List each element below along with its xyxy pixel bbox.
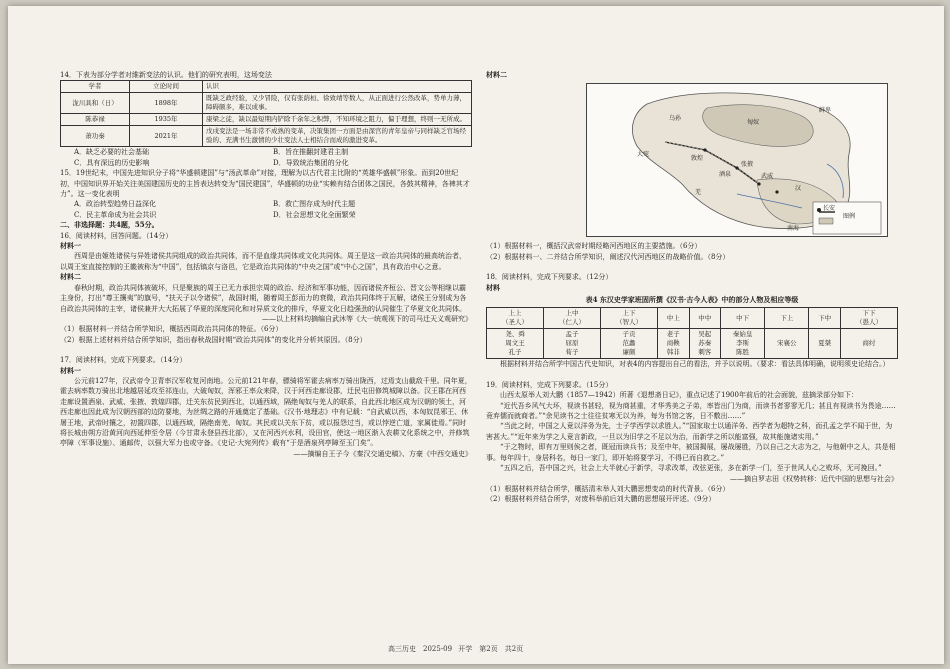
map-label: 酒泉 xyxy=(719,171,732,179)
right-column xyxy=(486,70,898,505)
rank-cell: 吴起 苏秦 刺客 xyxy=(689,329,720,359)
map-label: 鲜卑 xyxy=(819,107,832,115)
map-label: 乌孙 xyxy=(669,115,682,123)
map-label: 长安 xyxy=(823,205,836,213)
q19-stem: 19．阅读材料，完成下列要求。（15分） xyxy=(486,380,613,389)
map-label: 图例 xyxy=(843,213,856,221)
option: C．具有深远的历史影响 xyxy=(74,158,150,167)
q16-material-2: 春秋时期，政治共同体被破坏，只是聚族的周王已无力承担宗周的政治、经济和军事功能，因而诸侯齐桓公、晋文公等相继以霸主身份，打出“尊王攘夷”的旗号，“扶天子以令诸侯”，战国时期，随着周王彭而力的衰微，政治共同体终于瓦解，诸侯王分别成为各自政治共同体的主宰，诸侯兼并大大拓展了华夏的深度同化和对异质文化的排斥，华夏文化日趋强劲的认同催生了华夏文化共同体。 xyxy=(60,283,467,313)
q14-stem: 14．下表为部分学者对維新变法的认识。他们的研究表明，这场变法 xyxy=(60,71,272,79)
q16-ask-1: （1）根据材料一并结合所学知识，概括西周政治共同体的特征。（6分） xyxy=(60,325,283,334)
exam-sheet xyxy=(8,6,944,664)
q19-source: ——摘自罗志田《权势转移：近代中国的思想与社会》 xyxy=(730,474,898,483)
q19-quote: “于之物时，即有万里则俟之者，既冠而读兵书；及至中年，被国揭展，屡战屡胜，乃以自己之大志为之，与他朝中之人，共是相事。每年四十，身居科名，每日一家门，即开始将要学习，不得已而自救之。” xyxy=(486,443,896,462)
q16-ask-2: （2）根据上述材料并结合所学知识，指出春秋战国时期“政治共同体”的变化并分析其原因。（8分） xyxy=(60,335,367,344)
rank-cell: 宋襄公 xyxy=(765,329,809,359)
q15-stem: 15．19世纪末，中国先进知识分子将“华盛顿建国”与“汤武革命”对接，理解为以古代君主比附的“英雄华盛顿”形象。而到20世纪初，中国知识界开始关注美国建国历史的主旨表达转变为“国民建国”，华盛顿的功业“实赖有结合团体之国民，各鼓其精神，各裨其才力”。这一变化表明 xyxy=(60,169,470,199)
q19-quote: “当此之时，中国之人竟以洋务为先，士子学西学以求胜人。”“国家取士以通洋务、西学者为超特之科，而孔孟之学不闻于世，为害甚大。”“近年来为学之人竟言新政，一旦以为旧学之不足以为治，而新学之所以能富强，故其能施诸实用。” xyxy=(486,422,893,441)
option: B．救亡图存成为时代主题 xyxy=(273,200,356,209)
q16-source: ——以上材料均摘编自武沐等《大一统观视下的司马迁天义观研究》 xyxy=(262,314,472,323)
q18-ask: 根据材料并结合所学中国古代史知识，对表4的内容提出自己的看法，并予以说明。（要求：看法具体明确，说明须史论结合。） xyxy=(500,360,890,369)
q14-view: 康梁之徒，缺以最短期内铲除千余年之积弊，不知环境之阻力，偏于理想，终则一无所成。 xyxy=(203,114,472,126)
q14-header: 立论时间 xyxy=(130,81,203,93)
rank-cell: 夏桀 xyxy=(809,329,840,359)
q14-view: 戊戌变法是一场非常不成熟的变革，决策集团一方面是由深宫的青年皇帝与同样缺乏官场经验的、充满书生激情的少壮变法人士相结合而成的激进变革。 xyxy=(203,126,472,147)
q15-options xyxy=(60,199,472,220)
rank-header: 中下 xyxy=(720,308,764,329)
q14-year: 2021年 xyxy=(130,126,203,147)
rank-cell: 子贡 范蠡 廉颇 xyxy=(601,329,658,359)
rank-header: 上中 （仁人） xyxy=(544,308,601,329)
left-column xyxy=(60,70,472,459)
q18-table-title: 表4 东汉史学家班固所撰《汉书·古今人表》中的部分人物及相应等级 xyxy=(585,295,799,305)
q14-scholar: 陈恭禄 xyxy=(61,114,130,126)
option: D．导致统治集团的分化 xyxy=(273,158,349,167)
q16-stem: 16．阅读材料，回答问题。（14分） xyxy=(60,231,173,240)
map-label: 敦煌 xyxy=(691,155,704,163)
map-label: 羌 xyxy=(695,189,702,197)
han-map xyxy=(586,83,888,237)
material-label: 材料二 xyxy=(60,272,81,282)
q14-year: 1935年 xyxy=(130,114,203,126)
q19-ask-2: （2）根据材料并结合所学，对废科举前后刘大鹏的思想展开评述。（9分） xyxy=(486,495,716,504)
q17-material-1: 公元前127年，汉武帝令卫青率汉军收复河南地。公元前121年春，骠骑将军霍去病率万骑出陇西，过焉支山截敌千里。同年夏，霍去病率数万骑出北地越居延攻至祁连山，大破匈奴，浑邪王率众来降，汉于河西走廊设郡，迁民屯田修筑城障以备。汉王郡在河西走廊设置酒泉、武威、张掖、敦煌四郡，迁关东贫民到西北，以通西域，隔绝匈奴与羌人的联系，自此西北地区成为汉朝的领土，河西走廊也因此成为汉朝西部的边防要地，为丝绸之路的开通奠定了基础。《汉书·地理志》中有记载：“自武威以西，本匈奴昆邪王、休屠王地，武帝时攘之，初置四郡，以通西域，隔绝南羌、匈奴。其民或以关东下贫，或以报怨过当，或以悖逆亡道，家属徙焉。”同时将长城由朔方沿黄河向西延伸至令居（今甘肃永登县西北部），又在河西兴水利，设田官，使这一地区渐入农耕文化系统之中，并修筑亭障（军事设施）、通邮传，以强大军力也或守备。《史记·大宛列传》载有“于是酒泉列亭障至玉门矣”。 xyxy=(60,376,472,448)
rank-cell: 秦始皇 李斯 陈胜 xyxy=(720,329,764,359)
q14-options xyxy=(60,147,472,168)
q17-ask-1: （1）根据材料一，概括汉武帝时期经略河西地区的主要措施。（6分） xyxy=(486,242,702,251)
q14-view: 既缺乏政经验，又少冒险，仅有张荫桓、徐致靖等数人，从正面进行公然改革，势单力薄，障碍颇多，难以成事。 xyxy=(203,93,472,114)
q14-scholar: 萧功秦 xyxy=(61,126,130,147)
option: A．政治转型趋势日益深化 xyxy=(74,200,157,209)
map-label: 南海 xyxy=(787,225,800,233)
rank-header: 中上 xyxy=(658,308,689,329)
option: B．旨在推翻封建君主制 xyxy=(273,148,349,157)
q14-header: 认识 xyxy=(203,81,472,93)
map-label: 汉 xyxy=(795,185,802,193)
q18-table xyxy=(486,307,898,359)
option: A．缺乏必要的社会基础 xyxy=(74,148,150,157)
rank-header: 下上 xyxy=(765,308,809,329)
q19-quote: “五四之后，吾中国之兴，社会上大半就心于新学，寻求改革，改弦更张，多在新学一门，至于世风人心之败坏，无可挽回。” xyxy=(500,464,882,473)
section-heading: 二、非选择题：共4题，55分。 xyxy=(60,220,159,230)
map-label: 张掖 xyxy=(741,161,754,169)
page-footer: 高三历史 2025-09 开学 第2页 共2页 xyxy=(388,645,524,653)
material-label: 材料二 xyxy=(486,70,507,79)
rank-header: 下下 （愚人） xyxy=(840,308,897,329)
q18-stem: 18．阅读材料，完成下列要求。（12分） xyxy=(486,273,613,282)
rank-cell: 老子 商鞅 韩非 xyxy=(658,329,689,359)
material-label: 材料一 xyxy=(60,241,81,251)
map-graphic xyxy=(587,84,887,236)
map-label: 匈奴 xyxy=(747,119,760,127)
q14-header: 学者 xyxy=(61,81,130,93)
q17-ask-2: （2）根据材料一、二并结合所学知识，阐述汉代河西地区的战略价值。（8分） xyxy=(486,252,730,261)
q17-stem: 17．阅读材料，完成下列要求。（14分） xyxy=(60,356,187,365)
rank-header: 中中 xyxy=(689,308,720,329)
q19-quote: “近代吾乡风气大坏，视读书甚轻，视为商甚重，才华秀美之子弟，率皆出门为商，而读书者寥寥无几；甚且有视读书为畏途……竟弃儒而就商者。”“余见读书之士往往贫寒无以为养，每为书馆之客，日不敷出……” xyxy=(486,401,896,421)
q14-table xyxy=(60,80,472,147)
q19-ask-1: （1）根据材料并结合所学，概括清末举人刘大鹏思想变动的时代背景。（6分） xyxy=(486,484,730,493)
map-label: 大宛 xyxy=(637,151,650,159)
rank-header: 上下 （智人） xyxy=(601,308,658,329)
rank-cell: 尧、舜 周文王 孔子 xyxy=(487,329,544,359)
option: C．民主革命成为社会共识 xyxy=(74,210,157,219)
q19-intro: 山西太原举人刘大鹏（1857—1942）所著《退想斋日记》，重点记述了1900年前后的社会面貌，兹摘录部分如下： xyxy=(500,391,858,400)
rank-header: 下中 xyxy=(809,308,840,329)
material-label: 材料一 xyxy=(60,365,81,375)
material-label: 材料 xyxy=(486,282,500,292)
q17-source: ——摘编自王子今《秦汉交通史稿》、方豪《中西交通史》 xyxy=(293,449,472,458)
q14-year: 1898年 xyxy=(130,93,203,114)
rank-cell: 孟子 屈原 荀子 xyxy=(544,329,601,359)
q16-material-1: 西周是由姬姓诸侯与异姓诸侯共同组成的政治共同体，而不是血缘共同体或文化共同体。周王是这一政治共同体的最高统治者，以周王室直接控制的王畿被称为“中国”，包括镐京与洛邑，它是政治共同体的“中央之国”或“中心之国”，具有政治中心之意。 xyxy=(60,252,466,271)
rank-cell: 商纣 xyxy=(840,329,897,359)
q14-scholar: 泷川具和（日） xyxy=(61,93,130,114)
option: D．社会思想文化全面繁荣 xyxy=(273,210,356,219)
rank-header: 上上 （圣人） xyxy=(487,308,544,329)
map-label: 武威 xyxy=(761,173,774,181)
